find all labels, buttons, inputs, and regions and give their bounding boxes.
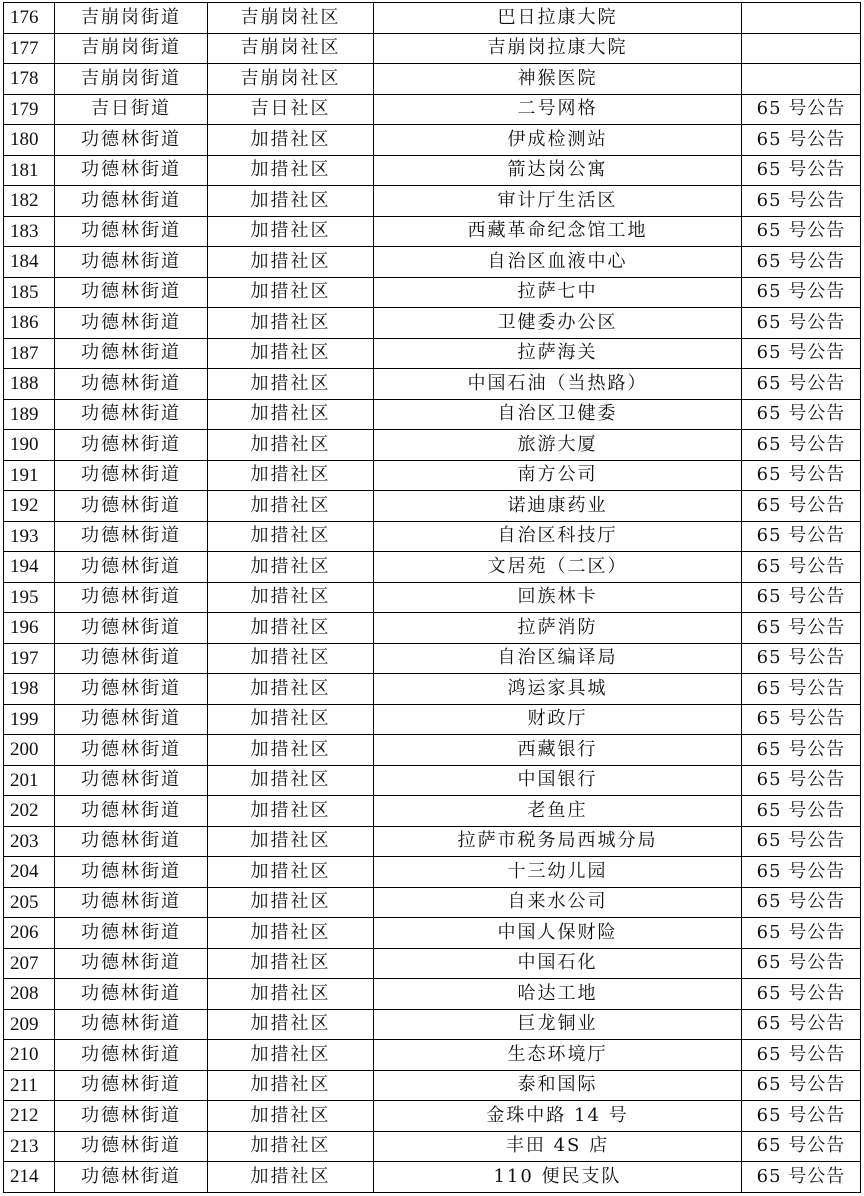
row-number-cell: 214	[4, 1162, 55, 1193]
note-cell: 65 号公告	[742, 216, 861, 247]
row-number-cell: 193	[4, 521, 55, 552]
row-number-cell: 194	[4, 552, 55, 583]
note-cell: 65 号公告	[742, 704, 861, 735]
table-row	[4, 552, 861, 583]
street-cell: 功德林街道	[55, 277, 208, 308]
note-cell: 65 号公告	[742, 399, 861, 430]
place-cell: 金珠中路 14 号	[374, 1101, 742, 1132]
note-cell: 65 号公告	[742, 338, 861, 369]
table-row	[4, 674, 861, 705]
note-cell	[742, 64, 861, 95]
note-cell: 65 号公告	[742, 674, 861, 705]
place-cell: 巴日拉康大院	[374, 3, 742, 34]
place-cell: 西藏革命纪念馆工地	[374, 216, 742, 247]
street-cell: 功德林街道	[55, 1070, 208, 1101]
street-cell: 功德林街道	[55, 796, 208, 827]
document-table-container	[3, 2, 860, 1193]
note-cell: 65 号公告	[742, 94, 861, 125]
community-cell: 加措社区	[208, 735, 374, 766]
community-cell: 吉崩岗社区	[208, 33, 374, 64]
place-cell: 伊成检测站	[374, 125, 742, 156]
note-cell	[742, 33, 861, 64]
street-cell: 功德林街道	[55, 765, 208, 796]
community-cell: 加措社区	[208, 857, 374, 888]
row-number-cell: 195	[4, 582, 55, 613]
community-cell: 加措社区	[208, 186, 374, 217]
row-number-cell: 208	[4, 979, 55, 1010]
row-number-cell: 184	[4, 247, 55, 278]
row-number-cell: 179	[4, 94, 55, 125]
note-cell: 65 号公告	[742, 491, 861, 522]
place-cell: 生态环境厅	[374, 1040, 742, 1071]
table-row	[4, 918, 861, 949]
row-number-cell: 200	[4, 735, 55, 766]
row-number-cell: 212	[4, 1101, 55, 1132]
place-cell: 自治区编译局	[374, 643, 742, 674]
table-row	[4, 308, 861, 339]
place-cell: 回族林卡	[374, 582, 742, 613]
table-row	[4, 521, 861, 552]
place-cell: 自治区卫健委	[374, 399, 742, 430]
street-cell: 功德林街道	[55, 552, 208, 583]
note-cell: 65 号公告	[742, 643, 861, 674]
place-cell: 巨龙铜业	[374, 1009, 742, 1040]
place-cell: 二号网格	[374, 94, 742, 125]
place-cell: 拉萨市税务局西城分局	[374, 826, 742, 857]
community-cell: 加措社区	[208, 491, 374, 522]
street-cell: 功德林街道	[55, 948, 208, 979]
table-row	[4, 186, 861, 217]
community-cell: 加措社区	[208, 277, 374, 308]
note-cell: 65 号公告	[742, 765, 861, 796]
street-cell: 功德林街道	[55, 918, 208, 949]
table-row	[4, 582, 861, 613]
note-cell: 65 号公告	[742, 1162, 861, 1193]
place-cell: 南方公司	[374, 460, 742, 491]
note-cell: 65 号公告	[742, 979, 861, 1010]
street-cell: 功德林街道	[55, 430, 208, 461]
table-row	[4, 33, 861, 64]
table-row	[4, 1101, 861, 1132]
row-number-cell: 209	[4, 1009, 55, 1040]
community-cell: 吉崩岗社区	[208, 3, 374, 34]
note-cell: 65 号公告	[742, 552, 861, 583]
table-row	[4, 216, 861, 247]
street-cell: 功德林街道	[55, 674, 208, 705]
street-cell: 功德林街道	[55, 887, 208, 918]
row-number-cell: 211	[4, 1070, 55, 1101]
community-cell: 加措社区	[208, 1131, 374, 1162]
note-cell: 65 号公告	[742, 1131, 861, 1162]
community-cell: 加措社区	[208, 643, 374, 674]
street-cell: 功德林街道	[55, 460, 208, 491]
street-cell: 吉日街道	[55, 94, 208, 125]
table-row	[4, 247, 861, 278]
place-cell: 中国人保财险	[374, 918, 742, 949]
place-cell: 中国石化	[374, 948, 742, 979]
row-number-cell: 210	[4, 1040, 55, 1071]
table-row	[4, 399, 861, 430]
community-cell: 加措社区	[208, 552, 374, 583]
community-cell: 加措社区	[208, 338, 374, 369]
note-cell: 65 号公告	[742, 247, 861, 278]
street-cell: 功德林街道	[55, 613, 208, 644]
row-number-cell: 207	[4, 948, 55, 979]
table-row	[4, 430, 861, 461]
place-cell: 十三幼儿园	[374, 857, 742, 888]
note-cell: 65 号公告	[742, 918, 861, 949]
table-row	[4, 704, 861, 735]
row-number-cell: 177	[4, 33, 55, 64]
community-cell: 加措社区	[208, 826, 374, 857]
table-row	[4, 1009, 861, 1040]
note-cell: 65 号公告	[742, 613, 861, 644]
street-cell: 功德林街道	[55, 643, 208, 674]
table-row	[4, 491, 861, 522]
row-number-cell: 203	[4, 826, 55, 857]
street-cell: 功德林街道	[55, 1009, 208, 1040]
place-cell: 神猴医院	[374, 64, 742, 95]
row-number-cell: 188	[4, 369, 55, 400]
row-number-cell: 180	[4, 125, 55, 156]
community-cell: 加措社区	[208, 887, 374, 918]
community-cell: 加措社区	[208, 247, 374, 278]
community-cell: 加措社区	[208, 1009, 374, 1040]
row-number-cell: 196	[4, 613, 55, 644]
street-cell: 功德林街道	[55, 1101, 208, 1132]
note-cell: 65 号公告	[742, 857, 861, 888]
note-cell: 65 号公告	[742, 1070, 861, 1101]
note-cell: 65 号公告	[742, 460, 861, 491]
place-cell: 卫健委办公区	[374, 308, 742, 339]
community-cell: 加措社区	[208, 796, 374, 827]
community-cell: 加措社区	[208, 521, 374, 552]
place-cell: 西藏银行	[374, 735, 742, 766]
table-row	[4, 125, 861, 156]
place-cell: 中国银行	[374, 765, 742, 796]
note-cell: 65 号公告	[742, 887, 861, 918]
row-number-cell: 181	[4, 155, 55, 186]
closure-list-table	[3, 2, 861, 1193]
note-cell: 65 号公告	[742, 1009, 861, 1040]
street-cell: 吉崩岗街道	[55, 33, 208, 64]
place-cell: 箭达岗公寓	[374, 155, 742, 186]
row-number-cell: 182	[4, 186, 55, 217]
street-cell: 功德林街道	[55, 369, 208, 400]
row-number-cell: 204	[4, 857, 55, 888]
street-cell: 功德林街道	[55, 308, 208, 339]
community-cell: 加措社区	[208, 918, 374, 949]
place-cell: 拉萨消防	[374, 613, 742, 644]
table-row	[4, 64, 861, 95]
community-cell: 加措社区	[208, 1040, 374, 1071]
place-cell: 老鱼庄	[374, 796, 742, 827]
row-number-cell: 205	[4, 887, 55, 918]
street-cell: 功德林街道	[55, 1162, 208, 1193]
row-number-cell: 178	[4, 64, 55, 95]
community-cell: 加措社区	[208, 948, 374, 979]
note-cell: 65 号公告	[742, 277, 861, 308]
community-cell: 加措社区	[208, 125, 374, 156]
place-cell: 旅游大厦	[374, 430, 742, 461]
street-cell: 功德林街道	[55, 338, 208, 369]
place-cell: 丰田 4S 店	[374, 1131, 742, 1162]
community-cell: 加措社区	[208, 765, 374, 796]
row-number-cell: 198	[4, 674, 55, 705]
note-cell: 65 号公告	[742, 155, 861, 186]
community-cell: 加措社区	[208, 369, 374, 400]
row-number-cell: 176	[4, 3, 55, 34]
place-cell: 自来水公司	[374, 887, 742, 918]
table-row	[4, 1040, 861, 1071]
street-cell: 功德林街道	[55, 521, 208, 552]
place-cell: 自治区科技厅	[374, 521, 742, 552]
note-cell: 65 号公告	[742, 125, 861, 156]
note-cell: 65 号公告	[742, 1101, 861, 1132]
table-row	[4, 887, 861, 918]
row-number-cell: 190	[4, 430, 55, 461]
row-number-cell: 197	[4, 643, 55, 674]
place-cell: 财政厅	[374, 704, 742, 735]
note-cell: 65 号公告	[742, 796, 861, 827]
street-cell: 功德林街道	[55, 399, 208, 430]
table-row	[4, 338, 861, 369]
table-row	[4, 369, 861, 400]
note-cell: 65 号公告	[742, 948, 861, 979]
community-cell: 加措社区	[208, 308, 374, 339]
note-cell: 65 号公告	[742, 430, 861, 461]
note-cell: 65 号公告	[742, 735, 861, 766]
street-cell: 功德林街道	[55, 155, 208, 186]
street-cell: 功德林街道	[55, 582, 208, 613]
community-cell: 吉崩岗社区	[208, 64, 374, 95]
community-cell: 加措社区	[208, 155, 374, 186]
table-row	[4, 643, 861, 674]
row-number-cell: 202	[4, 796, 55, 827]
row-number-cell: 189	[4, 399, 55, 430]
street-cell: 功德林街道	[55, 125, 208, 156]
street-cell: 功德林街道	[55, 857, 208, 888]
street-cell: 吉崩岗街道	[55, 64, 208, 95]
place-cell: 吉崩岗拉康大院	[374, 33, 742, 64]
place-cell: 文居苑（二区）	[374, 552, 742, 583]
street-cell: 功德林街道	[55, 735, 208, 766]
note-cell: 65 号公告	[742, 369, 861, 400]
community-cell: 加措社区	[208, 613, 374, 644]
table-row	[4, 94, 861, 125]
table-body	[4, 3, 861, 1193]
place-cell: 哈达工地	[374, 979, 742, 1010]
note-cell: 65 号公告	[742, 582, 861, 613]
street-cell: 功德林街道	[55, 216, 208, 247]
table-row	[4, 979, 861, 1010]
community-cell: 加措社区	[208, 674, 374, 705]
table-row	[4, 277, 861, 308]
row-number-cell: 183	[4, 216, 55, 247]
table-row	[4, 1070, 861, 1101]
row-number-cell: 187	[4, 338, 55, 369]
street-cell: 功德林街道	[55, 247, 208, 278]
place-cell: 自治区血液中心	[374, 247, 742, 278]
street-cell: 功德林街道	[55, 979, 208, 1010]
place-cell: 诺迪康药业	[374, 491, 742, 522]
community-cell: 加措社区	[208, 430, 374, 461]
note-cell: 65 号公告	[742, 826, 861, 857]
note-cell: 65 号公告	[742, 308, 861, 339]
place-cell: 泰和国际	[374, 1070, 742, 1101]
table-row	[4, 1131, 861, 1162]
community-cell: 加措社区	[208, 460, 374, 491]
street-cell: 功德林街道	[55, 491, 208, 522]
row-number-cell: 186	[4, 308, 55, 339]
row-number-cell: 213	[4, 1131, 55, 1162]
table-row	[4, 796, 861, 827]
community-cell: 加措社区	[208, 216, 374, 247]
table-row	[4, 460, 861, 491]
table-row	[4, 3, 861, 34]
table-row	[4, 826, 861, 857]
row-number-cell: 185	[4, 277, 55, 308]
table-row	[4, 613, 861, 644]
street-cell: 功德林街道	[55, 186, 208, 217]
community-cell: 加措社区	[208, 1162, 374, 1193]
community-cell: 加措社区	[208, 1070, 374, 1101]
community-cell: 加措社区	[208, 399, 374, 430]
street-cell: 吉崩岗街道	[55, 3, 208, 34]
community-cell: 吉日社区	[208, 94, 374, 125]
note-cell: 65 号公告	[742, 186, 861, 217]
table-row	[4, 155, 861, 186]
row-number-cell: 201	[4, 765, 55, 796]
note-cell: 65 号公告	[742, 1040, 861, 1071]
row-number-cell: 192	[4, 491, 55, 522]
table-row	[4, 948, 861, 979]
row-number-cell: 191	[4, 460, 55, 491]
place-cell: 鸿运家具城	[374, 674, 742, 705]
place-cell: 审计厅生活区	[374, 186, 742, 217]
table-row	[4, 857, 861, 888]
note-cell: 65 号公告	[742, 521, 861, 552]
place-cell: 110 便民支队	[374, 1162, 742, 1193]
table-row	[4, 735, 861, 766]
note-cell	[742, 3, 861, 34]
table-row	[4, 765, 861, 796]
row-number-cell: 206	[4, 918, 55, 949]
place-cell: 拉萨海关	[374, 338, 742, 369]
community-cell: 加措社区	[208, 582, 374, 613]
street-cell: 功德林街道	[55, 1131, 208, 1162]
community-cell: 加措社区	[208, 979, 374, 1010]
place-cell: 中国石油（当热路）	[374, 369, 742, 400]
street-cell: 功德林街道	[55, 704, 208, 735]
street-cell: 功德林街道	[55, 1040, 208, 1071]
place-cell: 拉萨七中	[374, 277, 742, 308]
community-cell: 加措社区	[208, 704, 374, 735]
street-cell: 功德林街道	[55, 826, 208, 857]
row-number-cell: 199	[4, 704, 55, 735]
community-cell: 加措社区	[208, 1101, 374, 1132]
table-row	[4, 1162, 861, 1193]
